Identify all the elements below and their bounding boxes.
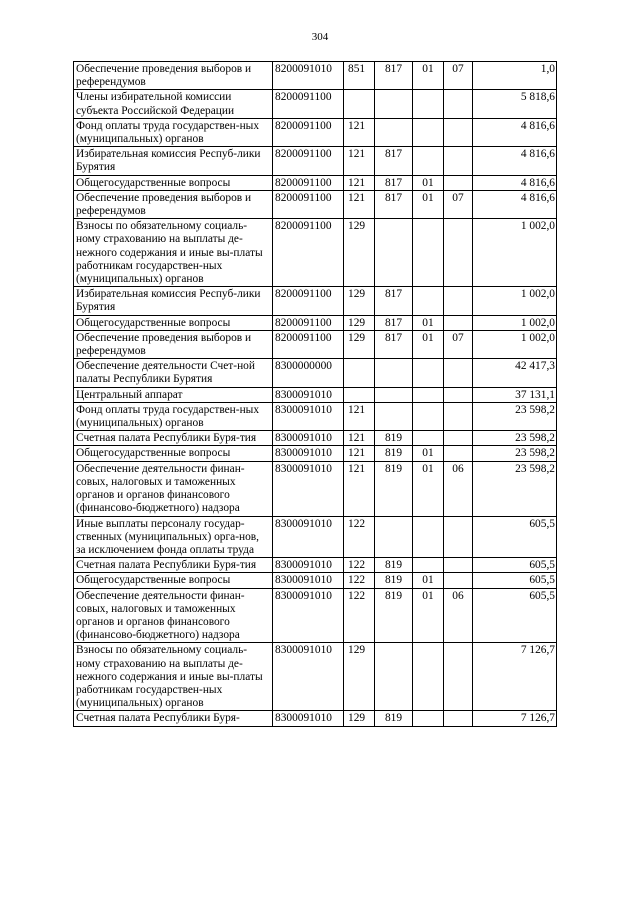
subsection-code-cell: 07 [444, 62, 473, 90]
table-row [74, 588, 557, 643]
amount-cell: 605,5 [473, 516, 557, 558]
amount-cell: 4 816,6 [473, 147, 557, 175]
admin-code-cell [375, 516, 413, 558]
row-name-cell: Счетная палата Республики Буря- [74, 711, 273, 726]
row-name-cell: Обеспечение проведения выборов и референдумов [74, 62, 273, 90]
expense-type-code-cell: 129 [344, 643, 375, 711]
expense-type-code-cell: 122 [344, 516, 375, 558]
amount-cell: 23 598,2 [473, 402, 557, 430]
section-code-cell: 01 [413, 588, 444, 643]
admin-code-cell: 817 [375, 287, 413, 315]
amount-cell: 42 417,3 [473, 359, 557, 387]
table-row [74, 359, 557, 387]
subsection-code-cell [444, 90, 473, 118]
expense-type-code-cell: 129 [344, 219, 375, 287]
admin-code-cell: 819 [375, 588, 413, 643]
page-number: 304 [311, 31, 329, 43]
expense-type-code-cell: 121 [344, 190, 375, 218]
target-article-code-cell: 8300091010 [273, 431, 344, 446]
table-row [74, 387, 557, 402]
table-row [74, 461, 557, 516]
table-row [74, 219, 557, 287]
target-article-code-cell: 8200091010 [273, 62, 344, 90]
row-name-cell: Фонд оплаты труда государствен-ных (муниципальных) органов [74, 118, 273, 146]
expense-type-code-cell [344, 90, 375, 118]
row-name-cell: Обеспечение деятельности финан-совых, налоговых и таможенных органов и органов финансового (финансово-бюджетного) надзора [74, 588, 273, 643]
target-article-code-cell: 8300091010 [273, 446, 344, 461]
table-row [74, 90, 557, 118]
target-article-code-cell: 8200091100 [273, 330, 344, 358]
table-row [74, 190, 557, 218]
section-code-cell [413, 558, 444, 573]
table-row [74, 147, 557, 175]
section-code-cell [413, 431, 444, 446]
target-article-code-cell: 8300091010 [273, 461, 344, 516]
admin-code-cell: 819 [375, 431, 413, 446]
admin-code-cell: 817 [375, 62, 413, 90]
subsection-code-cell [444, 711, 473, 726]
section-code-cell [413, 643, 444, 711]
subsection-code-cell [444, 643, 473, 711]
amount-cell: 1 002,0 [473, 315, 557, 330]
subsection-code-cell [444, 387, 473, 402]
section-code-cell [413, 516, 444, 558]
target-article-code-cell: 8300091010 [273, 387, 344, 402]
section-code-cell: 01 [413, 330, 444, 358]
expense-type-code-cell: 122 [344, 573, 375, 588]
section-code-cell [413, 118, 444, 146]
expense-type-code-cell: 129 [344, 315, 375, 330]
admin-code-cell: 819 [375, 558, 413, 573]
expense-type-code-cell: 121 [344, 431, 375, 446]
admin-code-cell [375, 387, 413, 402]
expense-type-code-cell: 121 [344, 402, 375, 430]
row-name-cell: Общегосударственные вопросы [74, 175, 273, 190]
admin-code-cell [375, 359, 413, 387]
subsection-code-cell: 07 [444, 330, 473, 358]
admin-code-cell: 817 [375, 175, 413, 190]
expense-type-code-cell: 121 [344, 118, 375, 146]
expense-type-code-cell [344, 359, 375, 387]
subsection-code-cell [444, 287, 473, 315]
amount-cell: 7 126,7 [473, 643, 557, 711]
admin-code-cell: 817 [375, 190, 413, 218]
subsection-code-cell [444, 516, 473, 558]
subsection-code-cell: 07 [444, 190, 473, 218]
amount-cell: 23 598,2 [473, 446, 557, 461]
target-article-code-cell: 8200091100 [273, 175, 344, 190]
target-article-code-cell: 8200091100 [273, 315, 344, 330]
admin-code-cell [375, 219, 413, 287]
expense-type-code-cell: 121 [344, 175, 375, 190]
amount-cell: 7 126,7 [473, 711, 557, 726]
table-row [74, 573, 557, 588]
table-row [74, 711, 557, 726]
target-article-code-cell: 8300091010 [273, 516, 344, 558]
amount-cell: 605,5 [473, 573, 557, 588]
target-article-code-cell: 8200091100 [273, 118, 344, 146]
section-code-cell [413, 147, 444, 175]
section-code-cell: 01 [413, 315, 444, 330]
row-name-cell: Обеспечение деятельности финан-совых, налоговых и таможенных органов и органов финансового (финансово-бюджетного) надзора [74, 461, 273, 516]
subsection-code-cell [444, 573, 473, 588]
target-article-code-cell: 8300091010 [273, 402, 344, 430]
row-name-cell: Взносы по обязательному социаль-ному страхованию на выплаты де-нежного содержания и иные вы-платы работникам государствен-ных (муниципальных) органов [74, 643, 273, 711]
section-code-cell: 01 [413, 461, 444, 516]
section-code-cell: 01 [413, 446, 444, 461]
expense-type-code-cell: 851 [344, 62, 375, 90]
target-article-code-cell: 8300091010 [273, 573, 344, 588]
target-article-code-cell: 8200091100 [273, 287, 344, 315]
section-code-cell [413, 359, 444, 387]
expense-type-code-cell: 121 [344, 446, 375, 461]
row-name-cell: Избирательная комиссия Респуб-лики Бурятия [74, 287, 273, 315]
amount-cell: 1 002,0 [473, 330, 557, 358]
section-code-cell [413, 287, 444, 315]
target-article-code-cell: 8200091100 [273, 90, 344, 118]
row-name-cell: Счетная палата Республики Буря-тия [74, 558, 273, 573]
subsection-code-cell [444, 147, 473, 175]
admin-code-cell [375, 118, 413, 146]
amount-cell: 37 131,1 [473, 387, 557, 402]
section-code-cell [413, 219, 444, 287]
amount-cell: 605,5 [473, 588, 557, 643]
row-name-cell: Обеспечение проведения выборов и референдумов [74, 330, 273, 358]
table-row [74, 446, 557, 461]
admin-code-cell [375, 643, 413, 711]
admin-code-cell: 819 [375, 461, 413, 516]
admin-code-cell [375, 402, 413, 430]
amount-cell: 4 816,6 [473, 118, 557, 146]
row-name-cell: Счетная палата Республики Буря-тия [74, 431, 273, 446]
target-article-code-cell: 8200091100 [273, 147, 344, 175]
subsection-code-cell: 06 [444, 461, 473, 516]
admin-code-cell [375, 90, 413, 118]
table-row [74, 175, 557, 190]
row-name-cell: Члены избирательной комиссии субъекта Российской Федерации [74, 90, 273, 118]
amount-cell: 1,0 [473, 62, 557, 90]
admin-code-cell: 819 [375, 573, 413, 588]
table-row [74, 62, 557, 90]
subsection-code-cell [444, 558, 473, 573]
subsection-code-cell [444, 175, 473, 190]
table-row [74, 431, 557, 446]
budget-table [73, 61, 557, 727]
section-code-cell: 01 [413, 190, 444, 218]
expense-type-code-cell: 122 [344, 558, 375, 573]
amount-cell: 23 598,2 [473, 461, 557, 516]
admin-code-cell: 819 [375, 446, 413, 461]
amount-cell: 1 002,0 [473, 219, 557, 287]
section-code-cell [413, 90, 444, 118]
table-row [74, 118, 557, 146]
target-article-code-cell: 8300091010 [273, 711, 344, 726]
target-article-code-cell: 8300000000 [273, 359, 344, 387]
table-row [74, 516, 557, 558]
subsection-code-cell [444, 359, 473, 387]
expense-type-code-cell: 121 [344, 147, 375, 175]
subsection-code-cell [444, 431, 473, 446]
table-row [74, 402, 557, 430]
amount-cell: 605,5 [473, 558, 557, 573]
subsection-code-cell [444, 446, 473, 461]
subsection-code-cell [444, 315, 473, 330]
row-name-cell: Общегосударственные вопросы [74, 446, 273, 461]
amount-cell: 4 816,6 [473, 175, 557, 190]
subsection-code-cell [444, 219, 473, 287]
row-name-cell: Общегосударственные вопросы [74, 315, 273, 330]
amount-cell: 4 816,6 [473, 190, 557, 218]
expense-type-code-cell: 129 [344, 330, 375, 358]
target-article-code-cell: 8200091100 [273, 219, 344, 287]
subsection-code-cell [444, 402, 473, 430]
row-name-cell: Общегосударственные вопросы [74, 573, 273, 588]
expense-type-code-cell: 122 [344, 588, 375, 643]
section-code-cell [413, 711, 444, 726]
expense-type-code-cell: 121 [344, 461, 375, 516]
table-row [74, 315, 557, 330]
expense-type-code-cell [344, 387, 375, 402]
admin-code-cell: 817 [375, 330, 413, 358]
amount-cell: 5 818,6 [473, 90, 557, 118]
admin-code-cell: 817 [375, 315, 413, 330]
section-code-cell: 01 [413, 175, 444, 190]
amount-cell: 23 598,2 [473, 431, 557, 446]
row-name-cell: Обеспечение проведения выборов и референдумов [74, 190, 273, 218]
admin-code-cell: 819 [375, 711, 413, 726]
row-name-cell: Обеспечение деятельности Счет-ной палаты Республики Бурятия [74, 359, 273, 387]
table-row [74, 287, 557, 315]
subsection-code-cell: 06 [444, 588, 473, 643]
row-name-cell: Взносы по обязательному социаль-ному страхованию на выплаты де-нежного содержания и иные вы-платы работникам государствен-ных (муниципальных) органов [74, 219, 273, 287]
row-name-cell: Иные выплаты персоналу государ-ственных (муниципальных) орга-нов, за исключением фонда оплаты труда [74, 516, 273, 558]
subsection-code-cell [444, 118, 473, 146]
target-article-code-cell: 8300091010 [273, 588, 344, 643]
section-code-cell: 01 [413, 573, 444, 588]
table-row [74, 643, 557, 711]
admin-code-cell: 817 [375, 147, 413, 175]
amount-cell: 1 002,0 [473, 287, 557, 315]
row-name-cell: Фонд оплаты труда государствен-ных (муниципальных) органов [74, 402, 273, 430]
section-code-cell [413, 402, 444, 430]
section-code-cell [413, 387, 444, 402]
row-name-cell: Центральный аппарат [74, 387, 273, 402]
budget-table-body [74, 62, 557, 727]
target-article-code-cell: 8200091100 [273, 190, 344, 218]
section-code-cell: 01 [413, 62, 444, 90]
expense-type-code-cell: 129 [344, 287, 375, 315]
table-row [74, 330, 557, 358]
table-row [74, 558, 557, 573]
expense-type-code-cell: 129 [344, 711, 375, 726]
target-article-code-cell: 8300091010 [273, 558, 344, 573]
row-name-cell: Избирательная комиссия Респуб-лики Бурятия [74, 147, 273, 175]
target-article-code-cell: 8300091010 [273, 643, 344, 711]
